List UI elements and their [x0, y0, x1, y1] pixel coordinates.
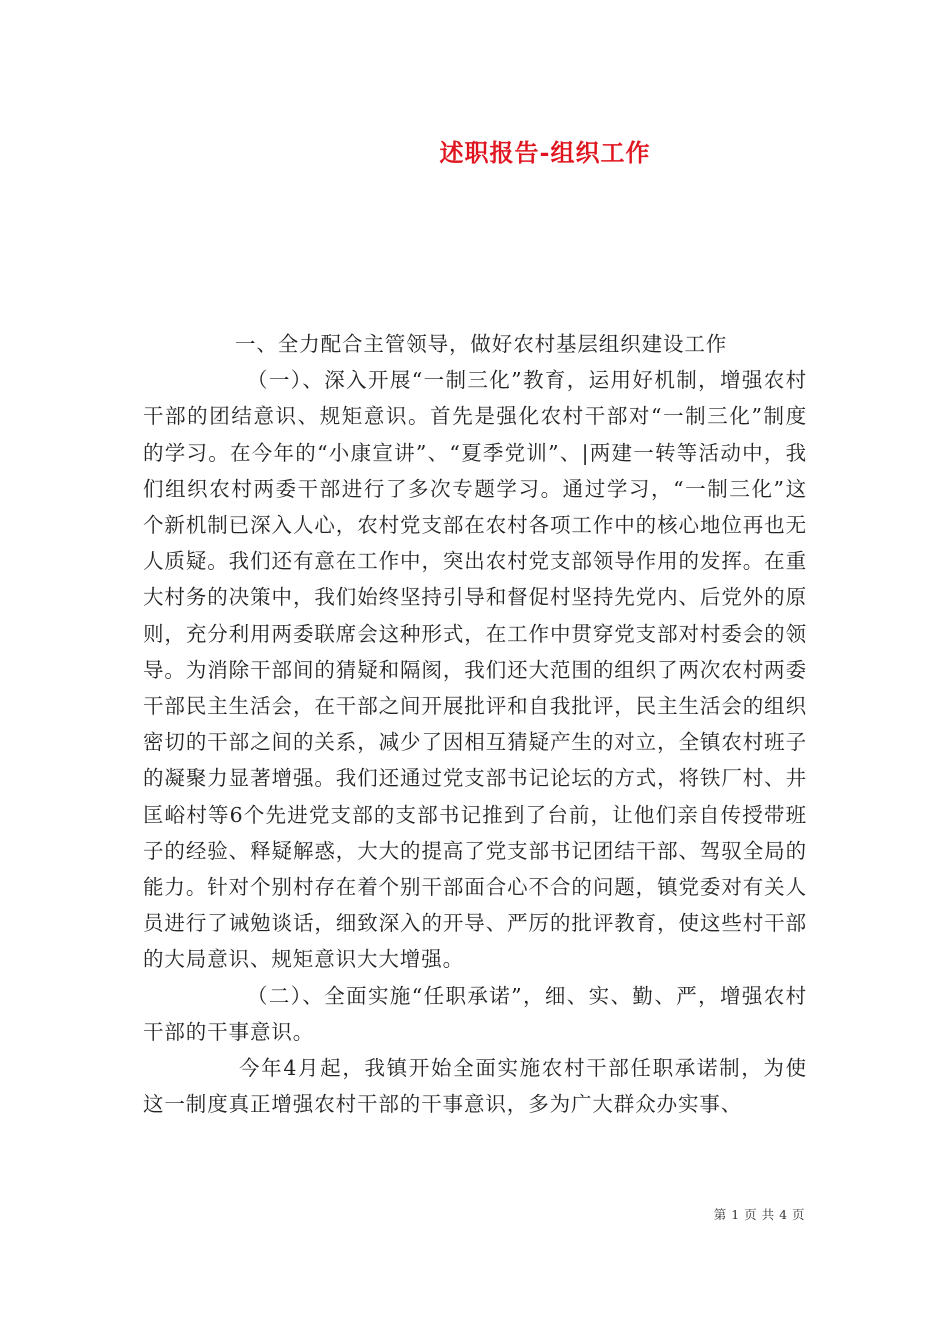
subsection-heading-2: （二）、全面实施“任职承诺”，细、实、勤、严，增强农村干部的干事意识。: [143, 983, 807, 1044]
page-number: 第 1 页 共 4 页: [713, 1207, 805, 1222]
section-heading: 一、全力配合主管领导，做好农村基层组织建设工作: [235, 332, 728, 356]
document-body: [143, 326, 807, 1122]
subsection-paragraph-1: （一）、深入开展“一制三化”教育，运用好机制，增强农村干部的团结意识、规矩意识。首先是强化农村干部对“一制三化”制度的学习。在今年的“小康宣讲”、“夏季党训”、|两建一转等活动中，我们组织农村两委干部进行了多次专题学习。通过学习，“一制三化”这个新机制已深入人心，农村党支部在农村各项工作中的核心地位再也无人质疑。我们还有意在工作中，突出农村党支部领导作用的发挥。在重大村务的决策中，我们始终坚持引导和督促村坚持先党内、后党外的原则，充分利用两委联席会这种形式，在工作中贯穿党支部对村委会的领导。为消除干部间的猜疑和隔阂，我们还大范围的组织了两次农村两委干部民主生活会，在干部之间开展批评和自我批评，民主生活会的组织密切的干部之间的关系，减少了因相互猜疑产生的对立，全镇农村班子的凝聚力显著增强。我们还通过党支部书记论坛的方式，将铁厂村、井匡峪村等6个先进党支部的支部书记推到了台前，让他们亲自传授带班子的经验、释疑解惑，大大的提高了党支部书记团结干部、驾驭全局的能力。针对个别村存在着个别干部面合心不合的问题，镇党委对有关人员进行了诫勉谈话，细致深入的开导、严厉的批评教育，使这些村干部的大局意识、规矩意识大大增强。: [143, 368, 807, 972]
document-title: 述职报告-组织工作: [439, 138, 651, 167]
body-paragraph: 今年4月起，我镇开始全面实施农村干部任职承诺制，为使这一制度真正增强农村干部的干事意识，多为广大群众办实事、: [143, 1056, 807, 1117]
